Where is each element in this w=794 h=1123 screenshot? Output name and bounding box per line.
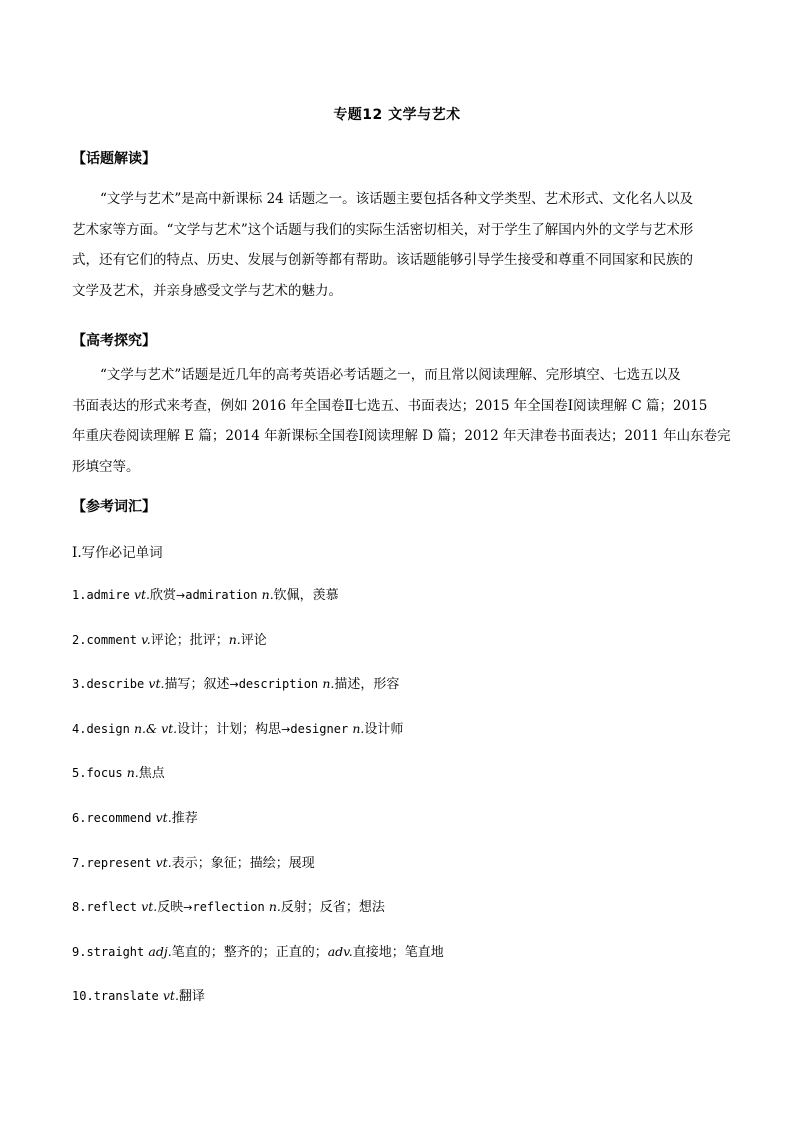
- vocab-derived-meaning: 设计师: [364, 721, 404, 737]
- vocab-derived-part-of-speech: n.: [268, 899, 281, 915]
- vocab-number: 6.: [72, 810, 87, 825]
- vocab-word: straight: [86, 944, 145, 959]
- vocab-meaning: 推荐: [171, 810, 198, 826]
- list-item: [72, 852, 444, 897]
- vocab-subheading: Ⅰ.写作必记单词: [72, 545, 163, 561]
- vocab-number: 10.: [72, 989, 94, 1004]
- vocab-part-of-speech: vt.: [155, 854, 172, 870]
- list-item: [72, 762, 444, 807]
- document-title: 专题12 文学与艺术: [333, 107, 461, 123]
- vocab-number: 2.: [72, 632, 87, 647]
- vocab-part-of-speech: vt.: [141, 899, 158, 915]
- vocab-derived-part-of-speech: n.: [228, 631, 241, 647]
- paragraph-line: 式，还有它们的特点、历史、发展与创新等都有帮助。该话题能够引导学生接受和尊重不同国家和民族的: [72, 252, 693, 268]
- vocab-derived-meaning: 钦佩，羡慕: [273, 588, 339, 603]
- vocab-part-of-speech: vt.: [133, 587, 151, 602]
- list-item: [72, 584, 444, 629]
- vocab-part-of-speech: adj.: [148, 943, 172, 959]
- vocab-arrow: →: [229, 678, 239, 692]
- list-item: [72, 985, 444, 1030]
- vocab-meaning: 评论；批评；: [150, 632, 229, 648]
- vocab-word: comment: [86, 632, 138, 647]
- vocab-word: describe: [86, 677, 145, 692]
- vocab-number: 9.: [72, 944, 87, 959]
- vocab-derived-part-of-speech: n.: [322, 676, 335, 692]
- vocab-meaning: 反映: [157, 900, 184, 916]
- list-item: [72, 896, 444, 941]
- vocab-number: 5.: [72, 766, 87, 781]
- paragraph-line: 艺术家等方面。“文学与艺术”这个话题与我们的实际生活密切相关，对于学生了解国内外的文学与艺术形: [72, 221, 694, 238]
- vocab-derived-word: description: [238, 677, 319, 692]
- list-item: [72, 718, 444, 763]
- vocab-part-of-speech: n.& vt.: [133, 720, 178, 736]
- vocab-meaning: 表示；象征；描绘；展现: [171, 855, 315, 871]
- vocab-word: reflect: [86, 900, 138, 915]
- list-item: [72, 629, 444, 674]
- vocab-arrow: →: [281, 722, 291, 736]
- heading-exam-exploration: 【高考探究】: [72, 333, 156, 349]
- paragraph-exam-exploration: [72, 360, 731, 482]
- vocab-word: translate: [93, 989, 159, 1004]
- vocab-derived-word: reflection: [192, 900, 265, 915]
- vocab-part-of-speech: vt.: [155, 809, 172, 825]
- heading-topic-interpretation: 【话题解读】: [72, 151, 156, 167]
- vocab-part-of-speech: v.: [141, 631, 151, 647]
- list-item: [72, 673, 444, 718]
- vocab-meaning: 欣赏: [150, 588, 177, 603]
- vocab-derived-word: designer: [290, 721, 349, 736]
- vocab-meaning: 焦点: [138, 766, 165, 782]
- paragraph-line: 形填空等。: [72, 458, 140, 475]
- vocab-derived-meaning: 描述，形容: [334, 677, 400, 693]
- vocab-word: represent: [86, 855, 152, 870]
- vocab-number: 4.: [72, 721, 87, 736]
- vocab-word: design: [86, 721, 130, 736]
- vocab-derived-word: admiration: [185, 588, 258, 602]
- vocab-derived-meaning: 评论: [240, 632, 267, 648]
- vocab-word: admire: [86, 588, 130, 602]
- vocab-meaning: 设计；计划；构思: [177, 721, 282, 737]
- vocab-meaning: 翻译: [178, 989, 205, 1005]
- vocab-number: 7.: [72, 855, 87, 870]
- vocab-number: 8.: [72, 900, 87, 915]
- vocab-meaning: 笔直的；整齐的；正直的；: [171, 944, 328, 960]
- paragraph-line: “文学与艺术”是高中新课标 24 话题之一。该话题主要包括各种文学类型、艺术形式、文化名人以及: [100, 191, 694, 207]
- vocab-derived-part-of-speech: n.: [352, 720, 365, 736]
- vocab-part-of-speech: n.: [126, 765, 139, 781]
- heading-reference-vocabulary: 【参考词汇】: [72, 499, 156, 515]
- paragraph-topic-interpretation: [72, 184, 724, 306]
- vocab-derived-part-of-speech: n.: [261, 587, 274, 602]
- vocab-number: 3.: [72, 677, 87, 692]
- list-item: [72, 807, 444, 852]
- paragraph-line: 书面表达的形式来考查，例如 2016 年全国卷Ⅱ七选五、书面表达；2015 年全国卷Ⅰ阅读理解 C 篇；2015: [72, 397, 708, 414]
- vocab-part-of-speech: vt.: [148, 676, 165, 692]
- vocab-meaning: 描写；叙述: [164, 677, 230, 693]
- vocab-list: [72, 584, 444, 1030]
- vocab-word: focus: [86, 766, 123, 781]
- vocab-derived-meaning: 直接地；笔直地: [352, 944, 444, 960]
- vocab-arrow: →: [176, 589, 186, 602]
- vocab-part-of-speech: vt.: [162, 988, 179, 1004]
- paragraph-line: “文学与艺术”话题是近几年的高考英语必考话题之一，而且常以阅读理解、完形填空、七选五以及: [100, 367, 681, 383]
- vocab-derived-part-of-speech: adv.: [327, 943, 353, 959]
- list-item: [72, 941, 444, 986]
- paragraph-line: 文学及艺术，并亲身感受文学与艺术的魅力。: [72, 282, 342, 299]
- vocab-number: 1.: [72, 588, 87, 602]
- paragraph-line: 年重庆卷阅读理解 E 篇；2014 年新课标全国卷Ⅰ阅读理解 D 篇；2012 年天津卷书面表达；2011 年山东卷完: [72, 428, 731, 444]
- vocab-derived-meaning: 反射；反省；想法: [280, 900, 385, 916]
- vocab-arrow: →: [183, 901, 193, 915]
- vocab-word: recommend: [86, 810, 152, 825]
